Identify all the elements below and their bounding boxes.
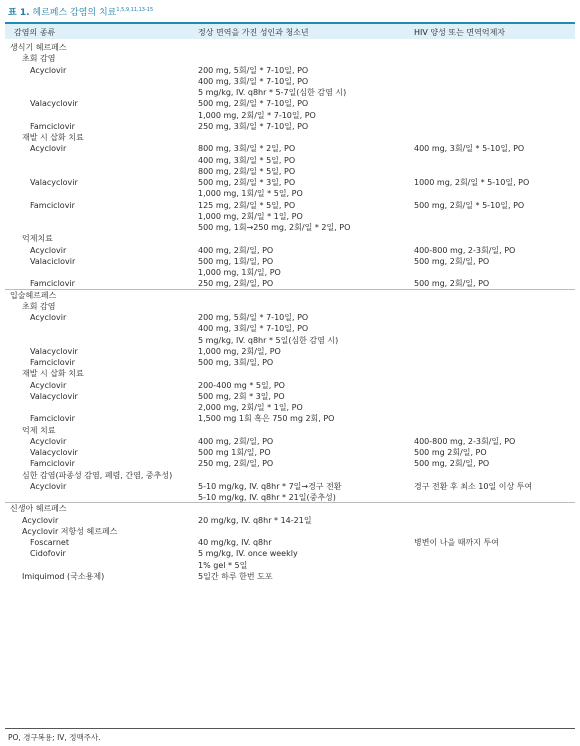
row-label: 억제 치료 <box>22 425 56 435</box>
header-infection-type: 감염의 종류 <box>14 28 56 37</box>
row-label: Famciclovir <box>30 414 75 424</box>
table-row <box>0 211 580 222</box>
row-label: 심한 감염(파종성 감염, 폐렴, 간염, 중추성) <box>22 470 173 480</box>
table-row <box>0 233 580 244</box>
hiv-dose: 병변이 나을 때까지 투여 <box>414 538 499 547</box>
row-label: 억제치료 <box>22 234 53 244</box>
normal-immunity-dose: 400 mg, 3회/일 * 7-10일, PO <box>198 76 309 86</box>
normal-immunity-dose: 400 mg, 2회/일, PO <box>198 436 274 446</box>
table-row <box>0 42 580 53</box>
row-label: Acyclovir <box>30 144 67 154</box>
normal-immunity-dose: 500 mg, 2회 * 3일, PO <box>198 391 285 401</box>
normal-immunity-dose: 500 mg 1회/일, PO <box>198 448 271 457</box>
table-row <box>0 312 580 323</box>
row-label: 재발 시 삽화 치료 <box>22 369 84 379</box>
table-row <box>0 380 580 391</box>
table-row <box>0 447 580 458</box>
row-label: Famciclovir <box>30 459 75 469</box>
normal-immunity-dose: 200-400 mg * 5일, PO <box>198 380 285 390</box>
row-label: Valacyclovir <box>30 346 78 356</box>
table-row <box>0 132 580 143</box>
table-refs: 1,5,9,11,13-15 <box>116 7 154 13</box>
table-row <box>0 166 580 177</box>
normal-immunity-dose: 500 mg, 3회/일, PO <box>198 358 274 367</box>
table-row <box>0 537 580 548</box>
normal-immunity-dose: 250 mg, 2회/일, PO <box>198 459 274 469</box>
row-label: Valacyclovir <box>30 178 78 187</box>
table-row <box>0 526 580 537</box>
row-label: 재발 시 삽화 치료 <box>22 133 84 142</box>
table-row <box>0 548 580 559</box>
table-row <box>0 391 580 402</box>
normal-immunity-dose: 800 mg, 2회/일 * 5일, PO <box>198 166 296 176</box>
hiv-dose: 500 mg, 2회/일, PO <box>414 256 490 266</box>
normal-immunity-dose: 400 mg, 3회/일 * 7-10일, PO <box>198 324 309 334</box>
hiv-dose: 400-800 mg, 2-3회/일, PO <box>414 436 516 446</box>
table-row <box>0 560 580 571</box>
normal-immunity-dose: 125 mg, 2회/일 * 5일, PO <box>198 200 296 210</box>
table-row <box>0 87 580 98</box>
normal-immunity-dose: 1,000 mg, 1회/일, PO <box>198 268 281 277</box>
row-label: Acyclovir <box>30 380 67 390</box>
table-number: 표 1. <box>8 8 30 18</box>
hiv-dose: 400 mg, 3회/일 * 5-10일, PO <box>414 144 525 154</box>
row-label: Famciclovir <box>30 200 75 210</box>
table-row <box>0 121 580 132</box>
normal-immunity-dose: 40 mg/kg, IV. q8hr <box>198 538 272 547</box>
normal-immunity-dose: 250 mg, 2회/일, PO <box>198 279 274 289</box>
row-label: 신생아 헤르페스 <box>10 504 67 514</box>
table-caption <box>8 5 153 18</box>
row-label: Valacyclovir <box>30 391 78 401</box>
row-label: Acyclovir 저항성 헤르페스 <box>22 526 118 536</box>
hiv-dose: 500 mg 2회/일, PO <box>414 448 487 457</box>
table-row <box>0 368 580 379</box>
table-row <box>0 335 580 346</box>
table-row <box>0 571 580 582</box>
normal-immunity-dose: 2,000 mg, 2회/일 * 1일, PO <box>198 403 303 412</box>
normal-immunity-dose: 400 mg, 2회/일, PO <box>198 245 274 255</box>
table-row <box>0 110 580 121</box>
table-row <box>0 290 580 301</box>
row-label: Famciclovir <box>30 358 75 367</box>
hiv-dose: 500 mg, 2회/일, PO <box>414 279 490 289</box>
normal-immunity-dose: 250 mg, 3회/일 * 7-10일, PO <box>198 121 309 131</box>
normal-immunity-dose: 1,000 mg, 2회/일 * 7-10일, PO <box>198 110 316 120</box>
table-row <box>0 155 580 166</box>
normal-immunity-dose: 5 mg/kg, IV. q8hr * 5일(심한 감염 시) <box>198 335 339 345</box>
row-label: 생식기 헤르페스 <box>10 43 67 52</box>
table-footnote: PO, 경구복용; IV, 정맥주사. <box>8 733 101 742</box>
normal-immunity-dose: 500 mg, 1회/일, PO <box>198 256 274 266</box>
table-row <box>0 76 580 87</box>
table-row <box>0 98 580 109</box>
row-label: 초회 감염 <box>22 54 56 64</box>
table-row <box>0 301 580 312</box>
table-row <box>0 143 580 154</box>
table-row <box>0 425 580 436</box>
row-label: Foscarnet <box>30 538 69 547</box>
normal-immunity-dose: 200 mg, 5회/일 * 7-10일, PO <box>198 313 309 322</box>
table-row <box>0 200 580 211</box>
row-label: Famciclovir <box>30 121 75 131</box>
normal-immunity-dose: 5 mg/kg, IV. q8hr * 5-7일(심한 감염 시) <box>198 88 347 97</box>
table-row <box>0 470 580 481</box>
row-label: Famciclovir <box>30 279 75 289</box>
row-label: Acyclovir <box>30 481 67 491</box>
normal-immunity-dose: 500 mg, 2회/일 * 3일, PO <box>198 178 296 187</box>
normal-immunity-dose: 1,000 mg, 2회/일, PO <box>198 346 281 356</box>
table-row <box>0 503 580 514</box>
header-hiv-immunosuppressed: HIV 양성 또는 면역억제자 <box>414 28 506 37</box>
table-row <box>0 515 580 526</box>
hiv-dose: 500 mg, 2회/일, PO <box>414 459 490 469</box>
hiv-dose: 1000 mg, 2회/일 * 5-10일, PO <box>414 178 530 187</box>
normal-immunity-dose: 5 mg/kg, IV. once weekly <box>198 549 298 559</box>
normal-immunity-dose: 500 mg, 2회/일 * 7-10일, PO <box>198 99 309 109</box>
table-row <box>0 53 580 64</box>
hiv-dose: 경구 전환 후 최소 10일 이상 투여 <box>414 481 533 491</box>
normal-immunity-dose: 5일간 하루 한번 도포 <box>198 571 273 581</box>
table-row <box>0 222 580 233</box>
normal-immunity-dose: 1,500 mg 1회 혹은 750 mg 2회, PO <box>198 414 335 424</box>
table-row <box>0 256 580 267</box>
table-row <box>0 481 580 492</box>
row-label: Cidofovir <box>30 549 66 559</box>
hiv-dose: 400-800 mg, 2-3회/일, PO <box>414 245 516 255</box>
row-label: Acyclovir <box>30 436 67 446</box>
normal-immunity-dose: 1,000 mg, 1회/일 * 5일, PO <box>198 189 303 199</box>
row-label: Valaciclovir <box>30 256 76 266</box>
row-label: Acyclovir <box>22 515 59 525</box>
normal-immunity-dose: 1% gel * 5일 <box>198 560 248 570</box>
row-label: 초회 감염 <box>22 301 56 311</box>
table-title: 헤르페스 감염의 치료 <box>32 8 117 18</box>
table-row <box>0 357 580 368</box>
normal-immunity-dose: 200 mg, 5회/일 * 7-10일, PO <box>198 65 309 75</box>
normal-immunity-dose: 500 mg, 1회→250 mg, 2회/일 * 2일, PO <box>198 223 351 232</box>
table-row <box>0 458 580 469</box>
row-label: Imiquimod (국소용제) <box>22 571 105 581</box>
normal-immunity-dose: 5-10 mg/kg, IV. q8hr * 21일(중추성) <box>198 493 336 502</box>
row-label: Valacyclovir <box>30 99 78 109</box>
table-row <box>0 436 580 447</box>
table-row <box>0 65 580 76</box>
hiv-dose: 500 mg, 2회/일 * 5-10일, PO <box>414 200 525 210</box>
normal-immunity-dose: 800 mg, 3회/일 * 2일, PO <box>198 144 296 154</box>
row-label: Acyclovir <box>30 245 67 255</box>
table-row <box>0 245 580 256</box>
table-row <box>0 177 580 188</box>
normal-immunity-dose: 1,000 mg, 2회/일 * 1일, PO <box>198 211 303 221</box>
table-row <box>0 402 580 413</box>
row-label: Acyclovir <box>30 313 67 322</box>
table-row <box>0 188 580 199</box>
table-row <box>0 267 580 278</box>
row-label: Acyclovir <box>30 65 67 75</box>
table-row <box>0 323 580 334</box>
table-bottom-rule <box>5 728 575 729</box>
normal-immunity-dose: 20 mg/kg, IV. q8hr * 14-21일 <box>198 515 312 525</box>
table-row <box>0 413 580 424</box>
normal-immunity-dose: 400 mg, 3회/일 * 5일, PO <box>198 155 296 165</box>
normal-immunity-dose: 5-10 mg/kg, IV. q8hr * 7일→경구 전환 <box>198 481 342 491</box>
row-label: Valacyclovir <box>30 448 78 457</box>
row-label: 입술헤르페스 <box>10 290 57 300</box>
table-row <box>0 346 580 357</box>
header-normal-immunity: 정상 면역을 가진 성인과 청소년 <box>198 28 309 37</box>
